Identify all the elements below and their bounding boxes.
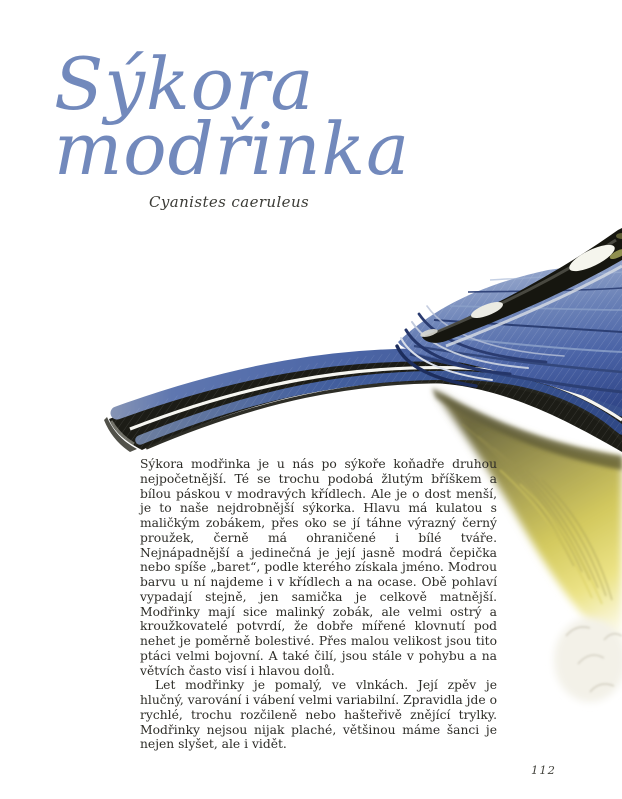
body-paragraph-1: Sýkora modřinka je u nás po sýkoře koňadře druhou nejpočetnější. Té se trochu podobá žlutým bříškem a bílou páskou v modravých křídlech. Ale je o dost menší, je to naše nejdrobnější sýkorka. Hlavu má kulatou s maličkým zobákem, přes oko se jí táhne výrazný černý proužek, černě má ohraničené i bílé tváře. Nejnápadnější a jedinečná je její jasně modrá čepička nebo spíše „baret“, podle kterého získala jméno. Modrou barvu u ní najdeme i v křídlech a na ocase. Obě pohlaví vypadají stejně, jen samička je celkově matnější. Modřinky mají sice malinký zobák, ale velmi ostrý a kroužkovatelé potvrdí, že dobře mířené klovnutí pod nehet je poměrně bolestivé. Přes malou velikost jsou tito ptáci velmi bojovní. A také čilí, jsou stále v pohybu a na větvích často visí i hlavou dolů. bbox=[140, 457, 497, 678]
page-title bbox=[54, 42, 411, 191]
body-paragraph-2: Let modřinky je pomalý, ve vlnkách. Její zpěv je hlučný, varování i vábení velmi variabilní. Zpravidla jde o rychlé, trochu rozčileně nebo hašteřivě znějící trylky. Modřinky nejsou nijak plaché, většinou máme šanci je nejen slyšet, ale i vidět. bbox=[140, 678, 497, 752]
title-line-2: modřinka bbox=[54, 107, 411, 191]
article-text bbox=[140, 457, 497, 752]
species-latin-name: Cyanistes caeruleus bbox=[149, 193, 310, 211]
page-number: 112 bbox=[531, 763, 556, 777]
fluff-feathers bbox=[554, 618, 622, 702]
title-line-1: Sýkora bbox=[54, 42, 315, 126]
